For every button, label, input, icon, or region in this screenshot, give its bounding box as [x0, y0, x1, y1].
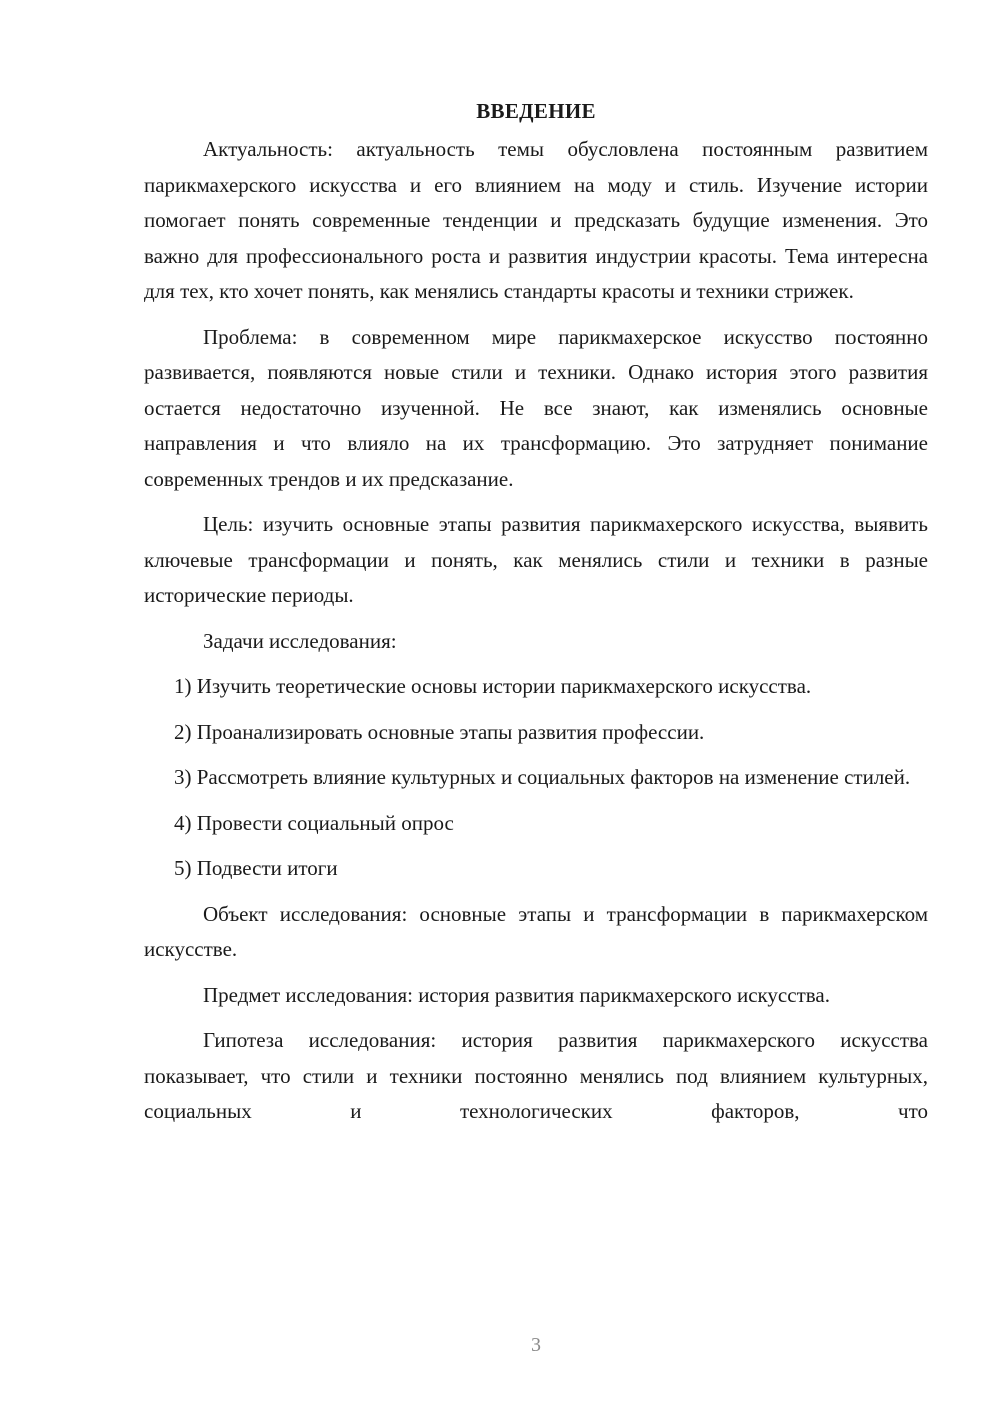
tasks-heading: Задачи исследования: [203, 628, 397, 653]
task-item-5: 5) Подвести итоги [174, 856, 338, 880]
task-item-4: 4) Провести социальный опрос [174, 810, 454, 835]
page-number: 3 [531, 1334, 541, 1356]
object-paragraph: Объект исследования: основные этапы и трансформации в парикмахерском искусстве. [144, 901, 928, 961]
goal-paragraph: Цель: изучить основные этапы развития парикмахерского искусства, выявить ключевые трансформации и понять, как менялись стили и техники в разные исторические периоды. [144, 512, 928, 607]
hypothesis-paragraph: Гипотеза исследования: история развития парикмахерского искусства показывает, что стили и техники постоянно менялись под влиянием культурных, социальных и технологических факторов, что [144, 1028, 928, 1123]
page-title: ВВЕДЕНИЕ [476, 99, 596, 123]
task-item-3: 3) Рассмотреть влияние культурных и социальных факторов на изменение стилей. [174, 765, 911, 789]
task-item-2: 2) Проанализировать основные этапы развития профессии. [174, 719, 705, 744]
task-item-1: 1) Изучить теоретические основы истории парикмахерского искусства. [174, 674, 812, 698]
subject-paragraph: Предмет исследования: история развития парикмахерского искусства. [203, 982, 830, 1007]
problem-paragraph: Проблема: в современном мире парикмахерское искусство постоянно развивается, появляются новые стили и техники. Однако история этого развития остается недостаточно изученной. Не все знают, как изменялись основные направления и что влияло на их трансформацию. Это затрудняет понимание современных трендов и их предсказание. [144, 324, 928, 491]
relevance-paragraph: Актуальность: актуальность темы обусловлена постоянным развитием парикмахерского искусства и его влиянием на моду и стиль. Изучение истории помогает понять современные тенденции и предсказать будущие изменения. Это важно для профессионального роста и развития индустрии красоты. Тема интересна для тех, кто хочет понять, как менялись стандарты красоты и техники стрижек. [144, 137, 928, 303]
page-content [144, 96, 928, 1140]
